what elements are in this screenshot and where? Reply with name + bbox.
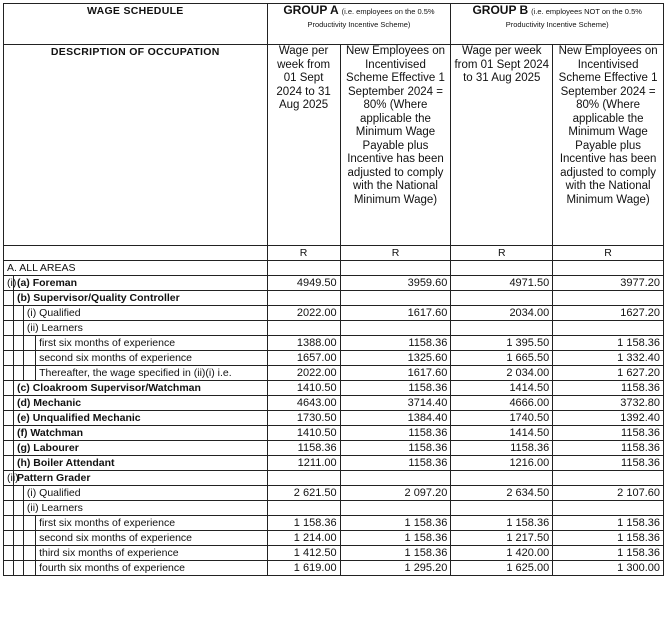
occupation-label: (e) Unqualified Mechanic: [13, 411, 267, 426]
wage-cell: 1158.36: [340, 381, 451, 396]
wage-cell: 4643.00: [267, 396, 340, 411]
group-a-header: [267, 4, 451, 45]
group-b-new-employees-column-header: New Employees on Incentivised Scheme Effective 1 September 2024 = 80% (Where applicable the Minimum Wage Payable plus Incentive has been adjusted to comply with the National Minimum Wage): [553, 45, 664, 246]
wage-cell: 1414.50: [451, 381, 553, 396]
wage-cell: 1392.40: [553, 411, 664, 426]
group-a-new-employees-column-header: New Employees on Incentivised Scheme Effective 1 September 2024 = 80% (Where applicable the Minimum Wage Payable plus Incentive has been adjusted to comply with the National Minimum Wage): [340, 45, 451, 246]
table-row: [4, 411, 664, 426]
table-row: [4, 471, 664, 486]
wage-cell: 1 158.36: [553, 336, 664, 351]
wage-cell: 1627.20: [553, 306, 664, 321]
table-row: [4, 546, 664, 561]
wage-cell: 1410.50: [267, 426, 340, 441]
wage-cell: 3959.60: [340, 276, 451, 291]
wage-schedule-table: [3, 3, 664, 576]
occupation-label: (ii) Learners: [23, 321, 267, 336]
wage-cell: 1 625.00: [451, 561, 553, 576]
wage-cell: 1 217.50: [451, 531, 553, 546]
wage-cell: 3714.40: [340, 396, 451, 411]
wage-cell: 1 158.36: [553, 546, 664, 561]
occupation-label: fourth six months of experience: [36, 561, 267, 576]
section-row: [4, 261, 664, 276]
wage-cell: 1158.36: [267, 441, 340, 456]
wage-cell: 1414.50: [451, 426, 553, 441]
wage-cell: 1158.36: [553, 441, 664, 456]
table-row: [4, 531, 664, 546]
table-row: [4, 501, 664, 516]
wage-cell: 1410.50: [267, 381, 340, 396]
occupation-label: (i) Qualified: [23, 486, 267, 501]
wage-cell: 1 300.00: [553, 561, 664, 576]
wage-cell: 4971.50: [451, 276, 553, 291]
occupation-label: Thereafter, the wage specified in (ii)(i) i.e.: [36, 366, 267, 381]
wage-cell: 2 634.50: [451, 486, 553, 501]
table-row: [4, 321, 664, 336]
occupation-label: second six months of experience: [36, 351, 267, 366]
occupation-label: (d) Mechanic: [13, 396, 267, 411]
description-header: DESCRIPTION OF OCCUPATION: [4, 45, 268, 246]
occupation-label: (f) Watchman: [13, 426, 267, 441]
table-row: [4, 396, 664, 411]
wage-cell: 1730.50: [267, 411, 340, 426]
wage-cell: 1158.36: [553, 456, 664, 471]
occupation-label: (g) Labourer: [13, 441, 267, 456]
wage-cell: 2034.00: [451, 306, 553, 321]
table-row: [4, 276, 664, 291]
group-b-label: GROUP B: [472, 3, 529, 17]
group-b-wage-column-header: Wage per week from 01 Sept 2024 to 31 Aug 2025: [451, 45, 553, 246]
currency-label: R: [451, 246, 553, 261]
wage-cell: 1 158.36: [553, 516, 664, 531]
wage-cell: 1 332.40: [553, 351, 664, 366]
table-row: [4, 456, 664, 471]
group-b-header: [451, 4, 664, 45]
wage-cell: 1216.00: [451, 456, 553, 471]
wage-cell: 1158.36: [451, 441, 553, 456]
occupation-label: third six months of experience: [36, 546, 267, 561]
table-row: [4, 381, 664, 396]
group-b-note: (i.e. employees NOT on the 0.5% Productivity Incentive Scheme): [505, 7, 642, 29]
wage-cell: 1 158.36: [340, 546, 451, 561]
section-title: A. ALL AREAS: [4, 261, 268, 276]
table-row: [4, 561, 664, 576]
table-row: [4, 516, 664, 531]
group-a-wage-column-header: Wage per week from 01 Sept 2024 to 31 Aug 2025: [267, 45, 340, 246]
wage-cell: 4666.00: [451, 396, 553, 411]
wage-cell: 1384.40: [340, 411, 451, 426]
group-a-note: (i.e. employees on the 0.5% Productivity Incentive Scheme): [307, 7, 435, 29]
wage-cell: 1 395.50: [451, 336, 553, 351]
wage-cell: 2 034.00: [451, 366, 553, 381]
wage-cell: 2 621.50: [267, 486, 340, 501]
wage-cell: 3977.20: [553, 276, 664, 291]
wage-cell: 4949.50: [267, 276, 340, 291]
group-header-row: [4, 4, 664, 45]
occupation-label: (c) Cloakroom Supervisor/Watchman: [13, 381, 267, 396]
currency-label: R: [340, 246, 451, 261]
currency-row: [4, 246, 664, 261]
wage-cell: 2 107.60: [553, 486, 664, 501]
wage-cell: 2022.00: [267, 306, 340, 321]
wage-cell: 1158.36: [340, 426, 451, 441]
table-row: [4, 441, 664, 456]
table-row: [4, 486, 664, 501]
roman-numeral: (i): [4, 276, 14, 291]
occupation-label: (b) Supervisor/Quality Controller: [13, 291, 267, 306]
occupation-label: (i) Qualified: [23, 306, 267, 321]
wage-cell: 1 158.36: [267, 516, 340, 531]
occupation-label: (ii) Learners: [23, 501, 267, 516]
table-row: [4, 351, 664, 366]
table-row: [4, 336, 664, 351]
roman-numeral: (ii): [4, 471, 14, 486]
wage-cell: 1211.00: [267, 456, 340, 471]
wage-cell: 1617.60: [340, 366, 451, 381]
wage-cell: 1158.36: [553, 381, 664, 396]
wage-cell: 1 619.00: [267, 561, 340, 576]
wage-cell: 1740.50: [451, 411, 553, 426]
wage-cell: 1158.36: [553, 426, 664, 441]
wage-cell: 1158.36: [340, 456, 451, 471]
wage-cell: 1 412.50: [267, 546, 340, 561]
wage-cell: 1657.00: [267, 351, 340, 366]
wage-cell: 1 627.20: [553, 366, 664, 381]
occupation-label: (a) Foreman: [13, 276, 267, 291]
wage-cell: 1 295.20: [340, 561, 451, 576]
wage-cell: 1 158.36: [553, 531, 664, 546]
wage-cell: 3732.80: [553, 396, 664, 411]
wage-cell: 1 420.00: [451, 546, 553, 561]
currency-label: R: [267, 246, 340, 261]
table-row: [4, 426, 664, 441]
table-row: [4, 306, 664, 321]
table-row: [4, 291, 664, 306]
wage-cell: 1 158.36: [451, 516, 553, 531]
wage-cell: 1 158.36: [340, 516, 451, 531]
wage-cell: 1617.60: [340, 306, 451, 321]
wage-cell: 2 097.20: [340, 486, 451, 501]
currency-label: R: [553, 246, 664, 261]
wage-cell: 1158.36: [340, 441, 451, 456]
wage-cell: 1158.36: [340, 336, 451, 351]
occupation-label: second six months of experience: [36, 531, 267, 546]
wage-cell: 1 214.00: [267, 531, 340, 546]
wage-cell: 1 158.36: [340, 531, 451, 546]
wage-cell: 1325.60: [340, 351, 451, 366]
wage-schedule-title: WAGE SCHEDULE: [4, 4, 268, 45]
occupation-label: Pattern Grader: [13, 471, 267, 486]
group-a-label: GROUP A: [283, 3, 339, 17]
wage-cell: 1388.00: [267, 336, 340, 351]
occupation-label: first six months of experience: [36, 516, 267, 531]
table-row: [4, 366, 664, 381]
wage-cell: 2022.00: [267, 366, 340, 381]
occupation-label: (h) Boiler Attendant: [13, 456, 267, 471]
wage-cell: 1 665.50: [451, 351, 553, 366]
occupation-label: first six months of experience: [36, 336, 267, 351]
column-header-row: [4, 45, 664, 246]
